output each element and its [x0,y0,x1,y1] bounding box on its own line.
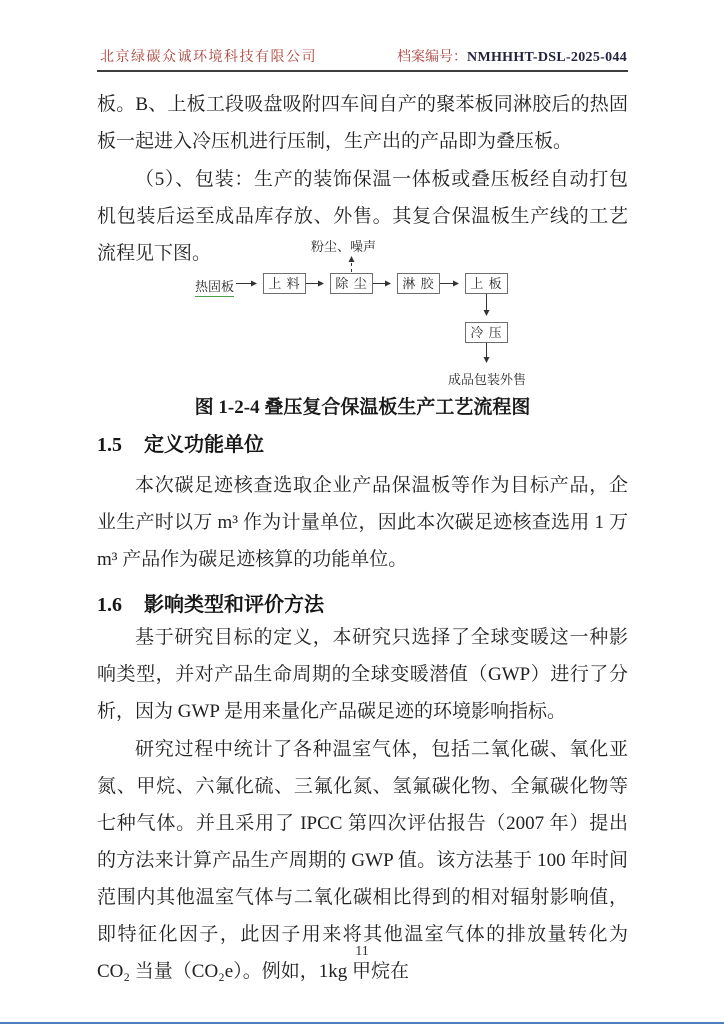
section-number: 1.5 [97,434,122,456]
paragraph-greenhouse-gases: 研究过程中统计了各种温室气体，包括二氧化碳、氧化亚氮、甲烷、六氟化硫、三氟化氮、氢氟碳化物、全氟碳化物等七种气体。并且采用了 IPCC 第四次评估报告（2007 年）提出的方法来计算产品生产周期的 GWP 值。该方法基于 100 年时间范围内其他温室气体与二氧化碳相比得到的相对辐射影响值，即特征化因子，此因子用来将其他温室气体的排放量转化为 CO₂ 当量（CO₂e）。例如，1kg 甲烷在 [97,739,628,982]
paragraph-packaging: （5）、包装：生产的装饰保温一体板或叠压板经自动打包机包装后运至成品库存放、外售。其复合保温板生产线的工艺流程见下图。 [97,169,628,264]
header-archive-number [397,46,627,66]
flow-input-label: 热固板 [195,276,234,297]
flow-step-cold-press: 冷 压 [465,322,508,343]
section-heading-1-6 [97,588,628,617]
flow-step-glue-coating: 淋 胶 [397,273,440,294]
flow-emission-label: 粉尘、噪声 [311,239,377,254]
archive-number-code: NMHHHT-DSL-2025-044 [467,50,627,65]
flow-step-board-loading: 上 板 [465,273,508,294]
page-number: 11 [355,944,369,959]
paragraph-continuation: 板。B、上板工段吸盘吸附四车间自产的聚苯板同淋胶后的热固板一起进入冷压机进行压制，生产出的产品即为叠压板。 [97,94,628,152]
flowchart-arrows [97,233,628,391]
section-heading-1-5 [97,428,628,457]
section-title: 影响类型和评价方法 [144,594,324,616]
flow-step-feeding: 上 料 [263,273,306,294]
header-company-name: 北京绿碳众诚环境科技有限公司 [100,50,317,65]
section-number: 1.6 [97,594,122,616]
flow-step-dust-removal: 除 尘 [330,273,373,294]
section-title: 定义功能单位 [144,434,264,456]
process-flowchart [97,233,628,391]
header-divider [97,70,628,72]
figure-caption: 图 1-2-4 叠压复合保温板生产工艺流程图 [194,397,531,418]
paragraph-functional-unit: 本次碳足迹核查选取企业产品保温板等作为目标产品，企业生产时以万 m³ 作为计量单位，因此本次碳足迹核查选用 1 万 m³ 产品作为碳足迹核算的功能单位。 [97,475,628,570]
paragraph-gwp: 基于研究目标的定义，本研究只选择了全球变暖这一种影响类型，并对产品生命周期的全球变暖潜值（GWP）进行了分析，因为 GWP 是用来量化产品碳足迹的环境影响指标。 [97,627,628,722]
flow-output-label: 成品包装外售 [447,372,526,387]
archive-number-label: 档案编号： [397,50,468,65]
